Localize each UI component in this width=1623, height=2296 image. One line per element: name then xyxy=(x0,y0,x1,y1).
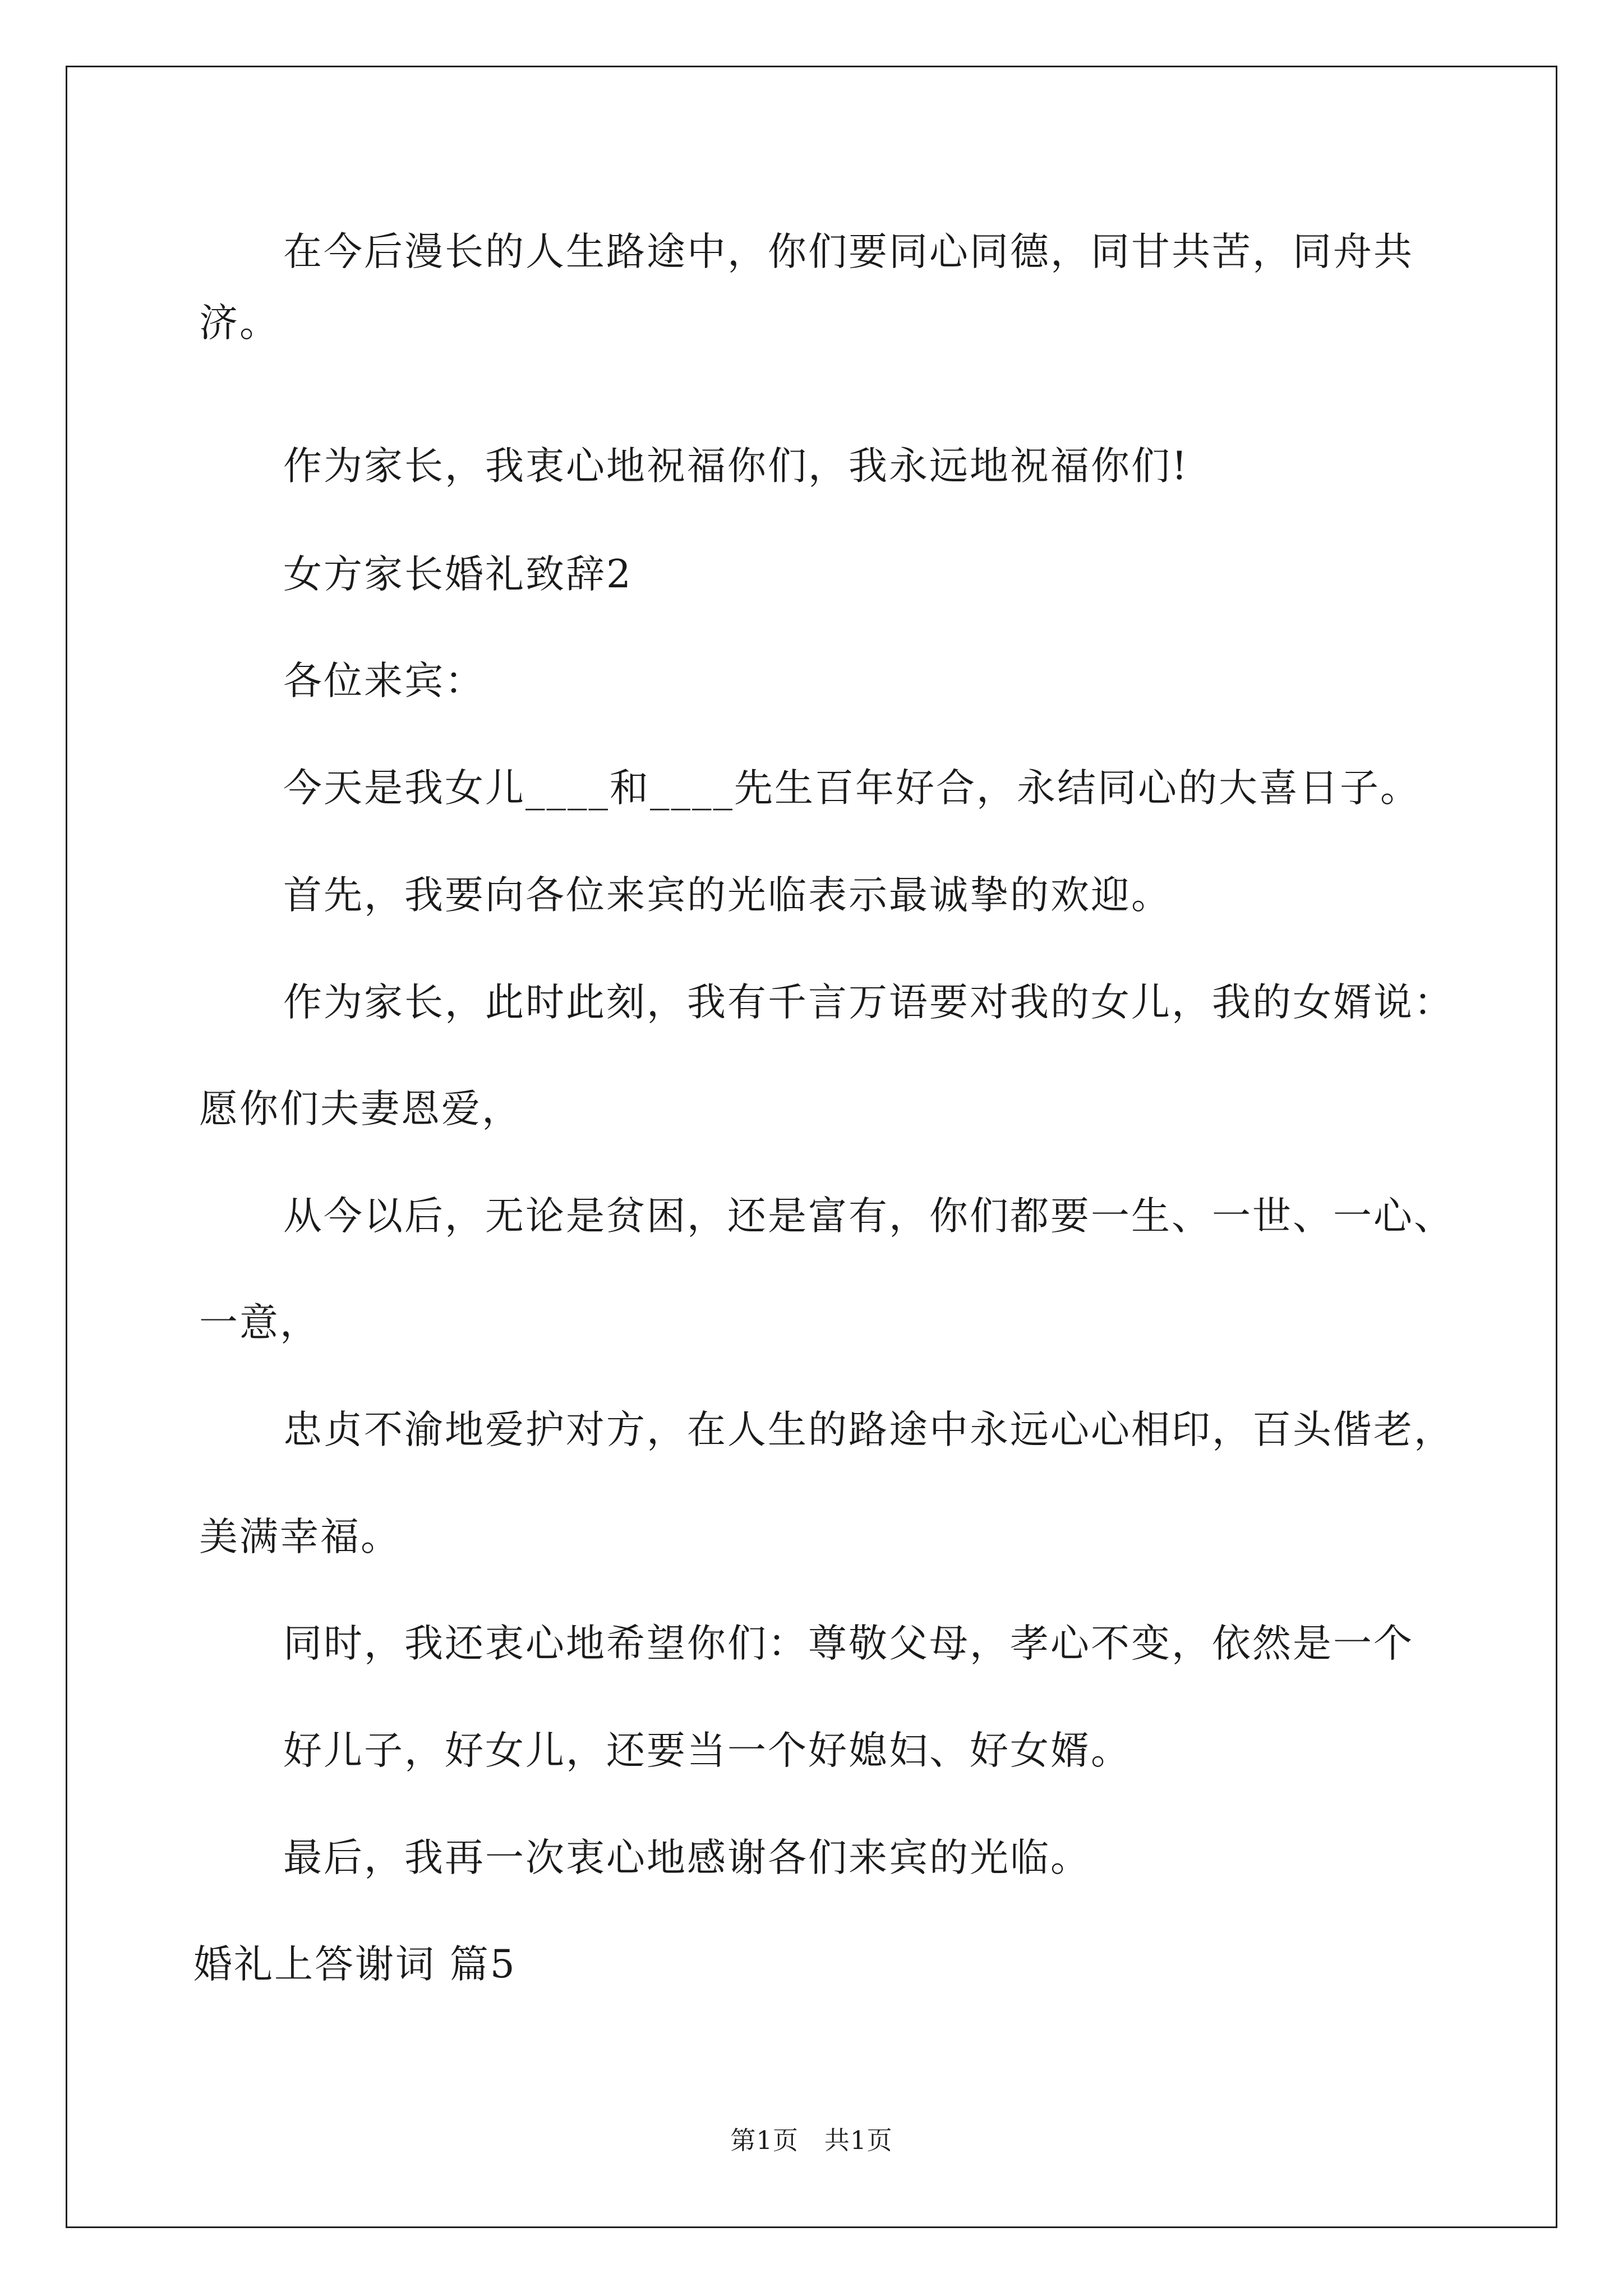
paragraph-line: 愿你们夫妻恩爱， xyxy=(199,1087,522,1131)
paragraph-line: 一意， xyxy=(199,1300,320,1345)
paragraph-line: 作为家长，我衷心地祝福你们，我永远地祝福你们! xyxy=(283,444,1189,489)
page-frame xyxy=(66,66,1557,2228)
page-footer: 第1页 共1页 xyxy=(730,2125,893,2155)
paragraph-line: 首先，我要向各位来宾的光临表示最诚挚的欢迎。 xyxy=(283,873,1172,918)
section-title: 女方家长婚礼致辞2 xyxy=(283,552,633,597)
salutation: 各位来宾： xyxy=(283,659,485,703)
paragraph-line: 最后，我再一次衷心地感谢各们来宾的光临。 xyxy=(283,1835,1091,1880)
paragraph-line: 忠贞不渝地爱护对方，在人生的路途中永远心心相印，百头偕老， xyxy=(283,1407,1454,1452)
paragraph-line: 今天是我女儿____和____先生百年好合，永结同心的大喜日子。 xyxy=(283,766,1421,811)
paragraph-line: 好儿子，好女儿，还要当一个好媳妇、好女婿。 xyxy=(283,1728,1131,1773)
paragraph-line: 在今后漫长的人生路途中，你们要同心同德，同甘共苦，同舟共 xyxy=(283,229,1414,274)
paragraph-line: 从今以后，无论是贫困，还是富有，你们都要一生、一世、一心、 xyxy=(283,1194,1454,1239)
paragraph-line: 作为家长，此时此刻，我有千言万语要对我的女儿，我的女婿说： xyxy=(283,980,1454,1025)
paragraph-line: 同时，我还衷心地希望你们：尊敬父母，孝心不变，依然是一个 xyxy=(283,1621,1414,1666)
paragraph-line: 济。 xyxy=(199,301,280,346)
paragraph-line: 美满幸福。 xyxy=(199,1515,401,1559)
section-heading: 婚礼上答谢词 篇5 xyxy=(193,1942,517,1987)
